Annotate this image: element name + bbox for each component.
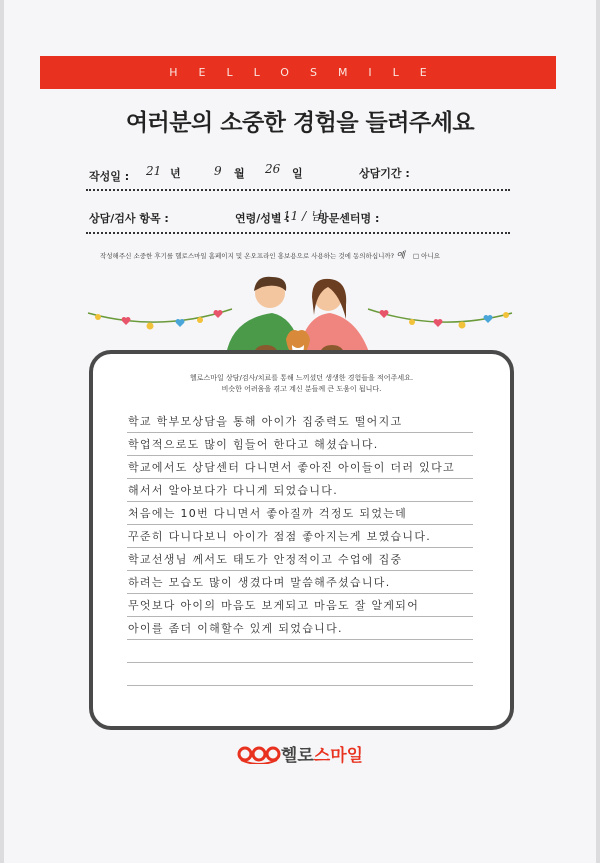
- date-month-value: 9: [214, 164, 222, 178]
- writing-line: [127, 524, 473, 525]
- review-line-10: 아이를 좀더 이해할수 있게 되었습니다.: [128, 622, 343, 635]
- writing-line: [127, 662, 473, 663]
- form-title: 여러분의 소중한 경험을 들려주세요: [125, 110, 475, 136]
- consent-text: 작성해주신 소중한 후기를 헬로스마일 홈페이지 및 온오프라인 홍보용으로 사용하는 것에 동의하십니까?: [100, 252, 395, 260]
- hellosmile-banner: [40, 56, 556, 89]
- date-year-unit: 년: [170, 167, 181, 180]
- center-label: 방문센터명 :: [318, 212, 380, 225]
- date-year-value: 21: [146, 164, 162, 178]
- review-line-8: 하려는 모습도 많이 생겼다며 말씀해주셨습니다.: [128, 576, 391, 589]
- consent-no-option: □ 아니요: [412, 252, 441, 260]
- logo-text-smile: 스마일: [313, 746, 364, 766]
- review-line-9: 무엇보다 아이의 마음도 보게되고 마음도 잘 알게되어: [128, 599, 420, 612]
- date-day-value: 26: [265, 162, 281, 176]
- writing-line: [127, 639, 473, 640]
- review-line-3: 학교에서도 상담센터 다니면서 좋아진 아이들이 더러 있다고: [128, 461, 455, 474]
- smile-rings-icon: [237, 744, 281, 764]
- banner-text: HELLOSMILE: [169, 66, 448, 79]
- date-label: 작성일 :: [89, 170, 130, 183]
- logo-text-hello: 헬로: [280, 746, 314, 766]
- review-line-1: 학교 학부모상담을 통해 아이가 집중력도 떨어지고: [128, 415, 403, 428]
- writing-line: [127, 685, 473, 686]
- dotted-divider: [86, 189, 510, 191]
- review-line-2: 학업적으로도 많이 힘들어 한다고 해셨습니다.: [128, 438, 379, 451]
- writing-line: [127, 547, 473, 548]
- writing-line: [127, 432, 473, 433]
- writing-line: [127, 570, 473, 571]
- writing-line: [127, 593, 473, 594]
- consent-row: [100, 248, 440, 261]
- writing-line: [127, 616, 473, 617]
- consent-yes-mark: 예: [396, 251, 405, 261]
- writing-line: [127, 455, 473, 456]
- writing-line: [127, 501, 473, 502]
- review-line-6: 꾸준히 다니다보니 아이가 점점 좋아지는게 보였습니다.: [128, 530, 432, 543]
- type-label: 상담/검사 항목 :: [89, 212, 169, 225]
- hellosmile-logo: [0, 741, 600, 766]
- age-value: 11 / 남: [283, 209, 322, 223]
- age-label: 연령/성별 :: [235, 212, 290, 225]
- period-label: 상담기간 :: [359, 167, 410, 180]
- date-month-unit: 월: [234, 167, 245, 180]
- dotted-divider: [86, 232, 510, 234]
- date-day-unit: 일: [292, 167, 303, 180]
- review-line-5: 처음에는 10번 다니면서 좋아질까 걱정도 되었는데: [128, 507, 408, 520]
- review-intro-line-1: 헬로스마일 상담/검사/치료를 통해 느끼셨던 생생한 경험들을 적어주세요.: [189, 374, 414, 382]
- review-line-7: 학교선생님 께서도 태도가 안정적이고 수업에 집중: [128, 553, 403, 566]
- review-intro-line-2: 비슷한 어려움을 겪고 계신 분들께 큰 도움이 됩니다.: [221, 385, 382, 393]
- writing-line: [127, 478, 473, 479]
- review-line-4: 해서서 알아보다가 다니게 되었습니다.: [128, 484, 339, 497]
